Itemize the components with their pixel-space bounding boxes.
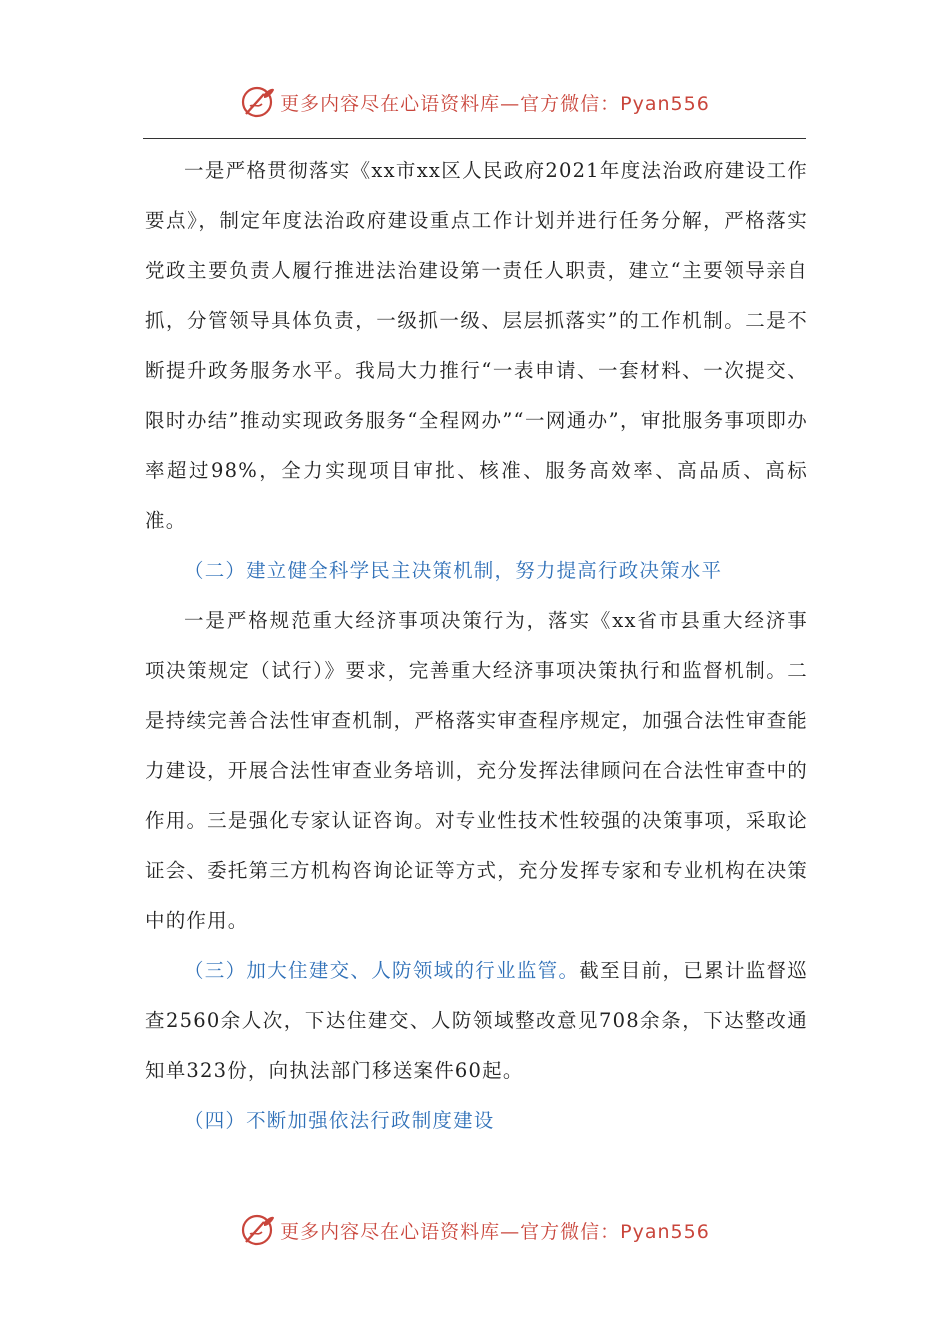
header-divider (143, 138, 806, 139)
section-heading-3: （三）加大住建交、人防领域的行业监管。 (184, 959, 580, 982)
quill-logo-icon (240, 84, 276, 120)
footer-banner (0, 1212, 950, 1248)
header-banner (0, 84, 950, 120)
paragraph-1: 一是严格贯彻落实《xx市xx区人民政府2021年度法治政府建设工作要点》，制定年度法治政府建设重点工作计划并进行任务分解，严格落实党政主要负责人履行推进法治建设第一责任人职责，建立“主要领导亲自抓，分管领导具体负责，一级抓一级、层层抓落实”的工作机制。二是不断提升政务服务水平。我局大力推行“一表申请、一套材料、一次提交、限时办结”推动实现政务服务“全程网办”“一网通办”，审批服务事项即办率超过98%，全力实现项目审批、核准、服务高效率、高品质、高标准。 (145, 159, 808, 532)
document-body (145, 146, 808, 1146)
banner-text: 更多内容尽在心语资料库—官方微信：Pyan556 (280, 1220, 710, 1243)
wechat-id: Pyan556 (620, 1220, 710, 1243)
paragraph-3-text: 截至目前，已累计监督巡查2560余人次，下达住建交、人防领域整改意见708余条，下达整改通知单323份，向执法部门移送案件60起。 (145, 959, 808, 1082)
quill-logo-icon (240, 1212, 276, 1248)
paragraph-3 (145, 946, 808, 1096)
section-heading-2: （二）建立健全科学民主决策机制，努力提高行政决策水平 (184, 559, 723, 582)
paragraph-2: 一是严格规范重大经济事项决策行为，落实《xx省市县重大经济事项决策规定（试行）》要求，完善重大经济事项决策执行和监督机制。二是持续完善合法性审查机制，严格落实审查程序规定，加强合法性审查能力建设，开展合法性审查业务培训，充分发挥法律顾问在合法性审查中的作用。三是强化专家认证咨询。对专业性技术性较强的决策事项，采取论证会、委托第三方机构咨询论证等方式，充分发挥专家和专业机构在决策中的作用。 (145, 609, 808, 932)
wechat-id: Pyan556 (620, 92, 710, 115)
section-heading-4: （四）不断加强依法行政制度建设 (184, 1109, 495, 1132)
banner-text: 更多内容尽在心语资料库—官方微信：Pyan556 (280, 92, 710, 115)
